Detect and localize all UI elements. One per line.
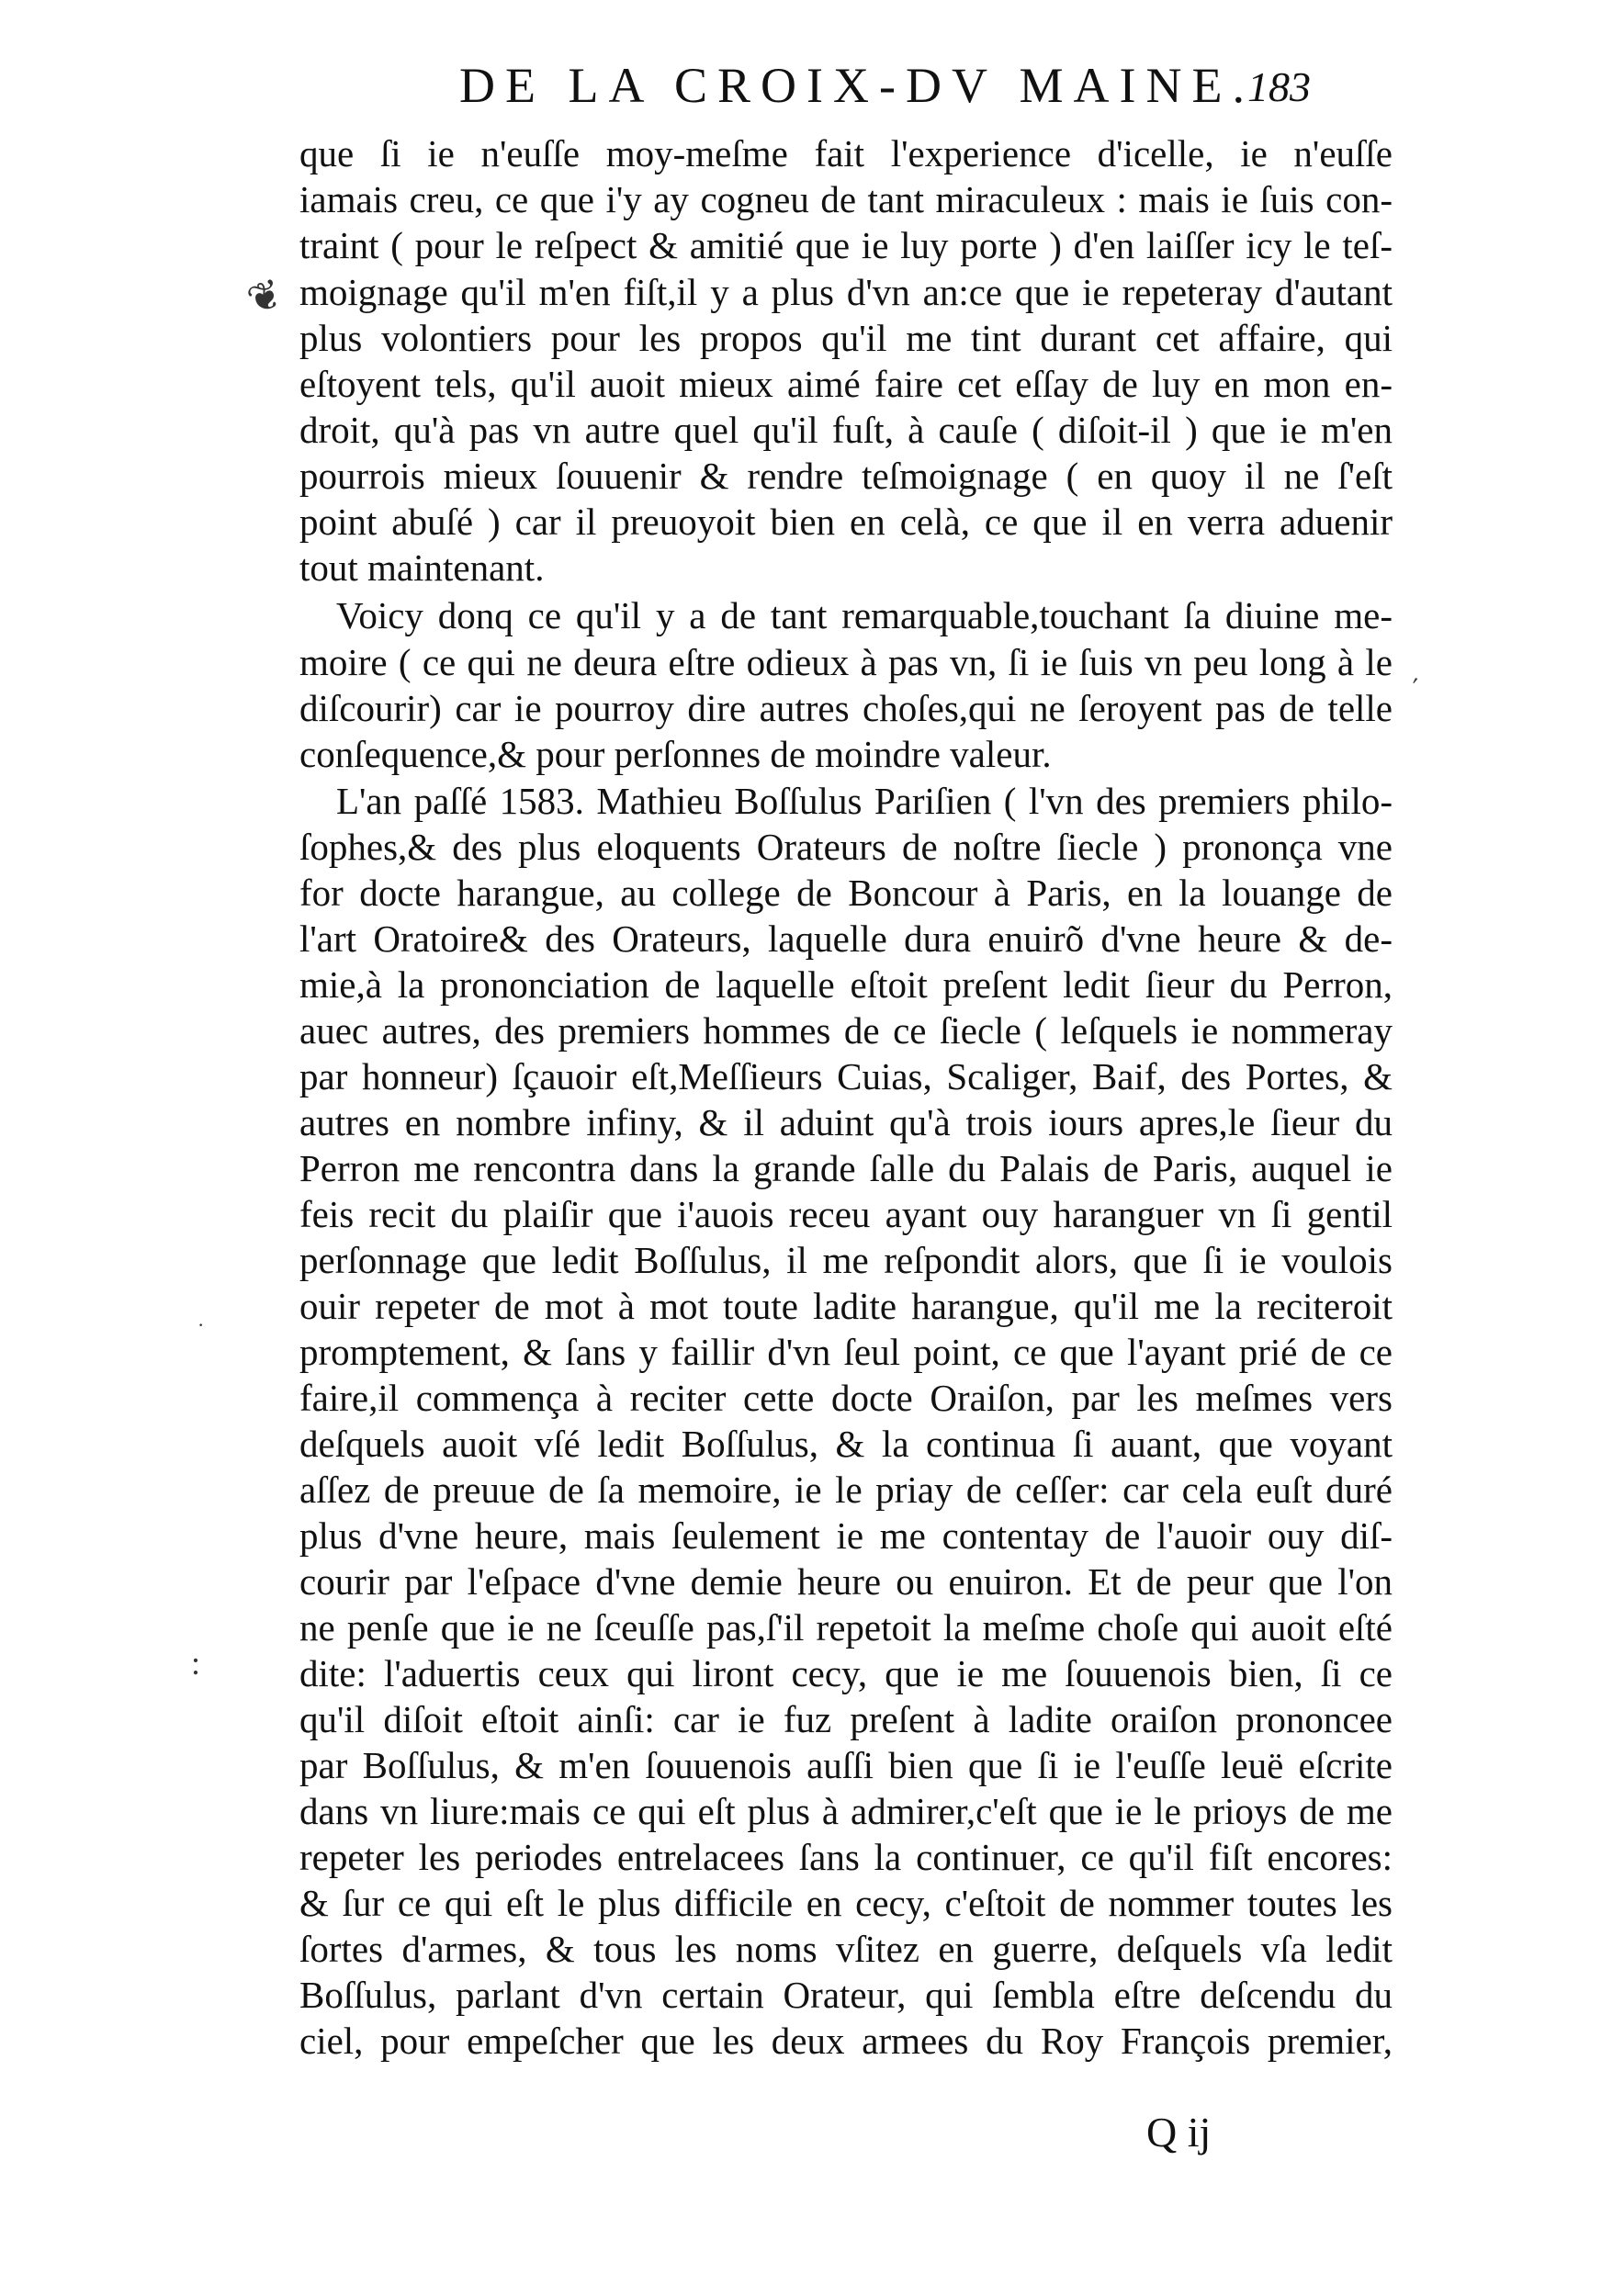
text-line: tout maintenant. xyxy=(299,546,545,589)
text-line: l'art Oratoire& des Orateurs, laquelle dura enuirõ d'vne heure & de- xyxy=(299,917,1393,960)
text-line: point abuſé ) car il preuoyoit bien en celà, ce que il en verra aduenir xyxy=(299,501,1393,543)
text-line: par honneur) ſçauoir eſt,Meſſieurs Cuias, Scaliger, Baif, des Portes, & xyxy=(299,1055,1393,1097)
marginal-fleuron-icon: ❦ xyxy=(241,270,289,324)
text-line: courir par l'eſpace d'vne demie heure ou enuiron. Et de peur que l'on xyxy=(299,1560,1393,1603)
text-line: plus d'vne heure, mais ſeulement ie me contentay de l'auoir ouy diſ- xyxy=(299,1514,1393,1557)
text-line: promptement, & ſans y faillir d'vn ſeul point, ce que l'ayant prié de ce xyxy=(299,1331,1393,1373)
text-line: feis recit du plaiſir que i'auois receu ayant ouy haranguer vn ſi gentil xyxy=(299,1193,1393,1235)
text-line: qu'il diſoit eſtoit ainſi: car ie fuz preſent à ladite oraiſon prononcee xyxy=(299,1698,1393,1740)
signature-mark: Q ij xyxy=(1146,2109,1212,2155)
text-line: & ſur ce qui eſt le plus difficile en cecy, c'eſtoit de nommer toutes les xyxy=(299,1882,1393,1924)
text-line: par Boſſulus, & m'en ſouuenois auſſi bien que ſi ie l'euſſe leuë eſcrite xyxy=(299,1744,1393,1786)
text-line: L'an paſſé 1583. Mathieu Boſſulus Pariſien ( l'vn des premiers philo- xyxy=(336,780,1393,822)
text-line: moire ( ce qui ne deura eſtre odieux à pas vn, ſi ie ſuis vn peu long à le xyxy=(299,641,1393,683)
text-line: Voicy donq ce qu'il y a de tant remarquable,touchant ſa diuine me- xyxy=(336,594,1393,636)
text-line: autres en nombre infiny, & il aduint qu'à trois iours apres,le ſieur du xyxy=(299,1101,1393,1143)
marginal-tick-icon: ʹ xyxy=(1406,671,1421,700)
text-line: faire,il commença à reciter cette docte Oraiſon, par les meſmes vers xyxy=(299,1377,1393,1419)
text-line: moignage qu'il m'en fiſt,il y a plus d'vn an:ce que ie repeteray d'autant xyxy=(299,271,1393,313)
text-line: dite: l'aduertis ceux qui liront cecy, que ie me ſouuenois bien, ſi ce xyxy=(299,1652,1393,1694)
text-line: iamais creu, ce que i'y ay cogneu de tant miraculeux : mais ie ſuis con- xyxy=(299,178,1393,220)
page-number: 183 xyxy=(1247,63,1311,110)
text-line: auec autres, des premiers hommes de ce ſiecle ( leſquels ie nommeray xyxy=(299,1009,1393,1052)
text-line: perſonnage que ledit Boſſulus, il me reſpondit alors, que ſi ie voulois xyxy=(299,1239,1393,1281)
marginal-dot-icon: · xyxy=(197,1313,205,1336)
text-line: conſequence,& pour perſonnes de moindre valeur. xyxy=(299,733,1052,775)
text-line: for docte harangue, au college de Boncour à Paris, en la louange de xyxy=(299,872,1393,914)
text-line: traint ( pour le reſpect & amitié que ie luy porte ) d'en laiſſer icy le teſ- xyxy=(299,224,1393,266)
text-line: droit, qu'à pas vn autre quel qu'il fuſt, à cauſe ( diſoit-il ) que ie m'en xyxy=(299,409,1393,451)
text-line: deſquels auoit vſé ledit Boſſulus, & la continua ſi auant, que voyant xyxy=(299,1423,1393,1465)
text-line: plus volontiers pour les propos qu'il me tint durant cet affaire, qui xyxy=(299,317,1393,359)
text-line: ſophes,& des plus eloquents Orateurs de noſtre ſiecle ) prononça vne xyxy=(299,826,1393,868)
text-line: aſſez de preuue de ſa memoire, ie le priay de ceſſer: car cela euſt duré xyxy=(299,1469,1393,1511)
text-line: ouir repeter de mot à mot toute ladite harangue, qu'il me la reciteroit xyxy=(299,1285,1393,1327)
text-line: ne penſe que ie ne ſceuſſe pas,ſ'il repetoit la meſme choſe qui auoit eſté xyxy=(299,1606,1393,1649)
text-line: que ſi ie n'euſſe moy-meſme fait l'experience d'icelle, ie n'euſſe xyxy=(299,132,1393,174)
text-line: mie,à la prononciation de laquelle eſtoit preſent ledit ſieur du Perron, xyxy=(299,963,1393,1006)
text-line: diſcourir) car ie pourroy dire autres choſes,qui ne ſeroyent pas de telle xyxy=(299,687,1393,729)
text-line: ſortes d'armes, & tous les noms vſitez en guerre, deſquels vſa ledit xyxy=(299,1928,1393,1970)
running-head: DE LA CROIX-DV MAINE. xyxy=(459,58,1255,113)
marginal-colon-icon: : xyxy=(191,1645,201,1682)
text-line: dans vn liure:mais ce qui eſt plus à admirer,c'eſt que ie le prioys de me xyxy=(299,1790,1393,1832)
text-line: Boſſulus, parlant d'vn certain Orateur, qui ſembla eſtre deſcendu du xyxy=(299,1974,1393,2016)
text-line: Perron me rencontra dans la grande ſalle du Palais de Paris, auquel ie xyxy=(299,1147,1393,1189)
text-line: repeter les periodes entrelacees ſans la continuer, ce qu'il fiſt encores: xyxy=(299,1836,1393,1878)
text-line: pourrois mieux ſouuenir & rendre teſmoignage ( en quoy il ne ſ'eſt xyxy=(299,455,1393,497)
text-line: eſtoyent tels, qu'il auoit mieux aimé faire cet eſſay de luy en mon en- xyxy=(299,363,1393,405)
text-line: ciel, pour empeſcher que les deux armees du Roy François premier, xyxy=(299,2020,1393,2062)
